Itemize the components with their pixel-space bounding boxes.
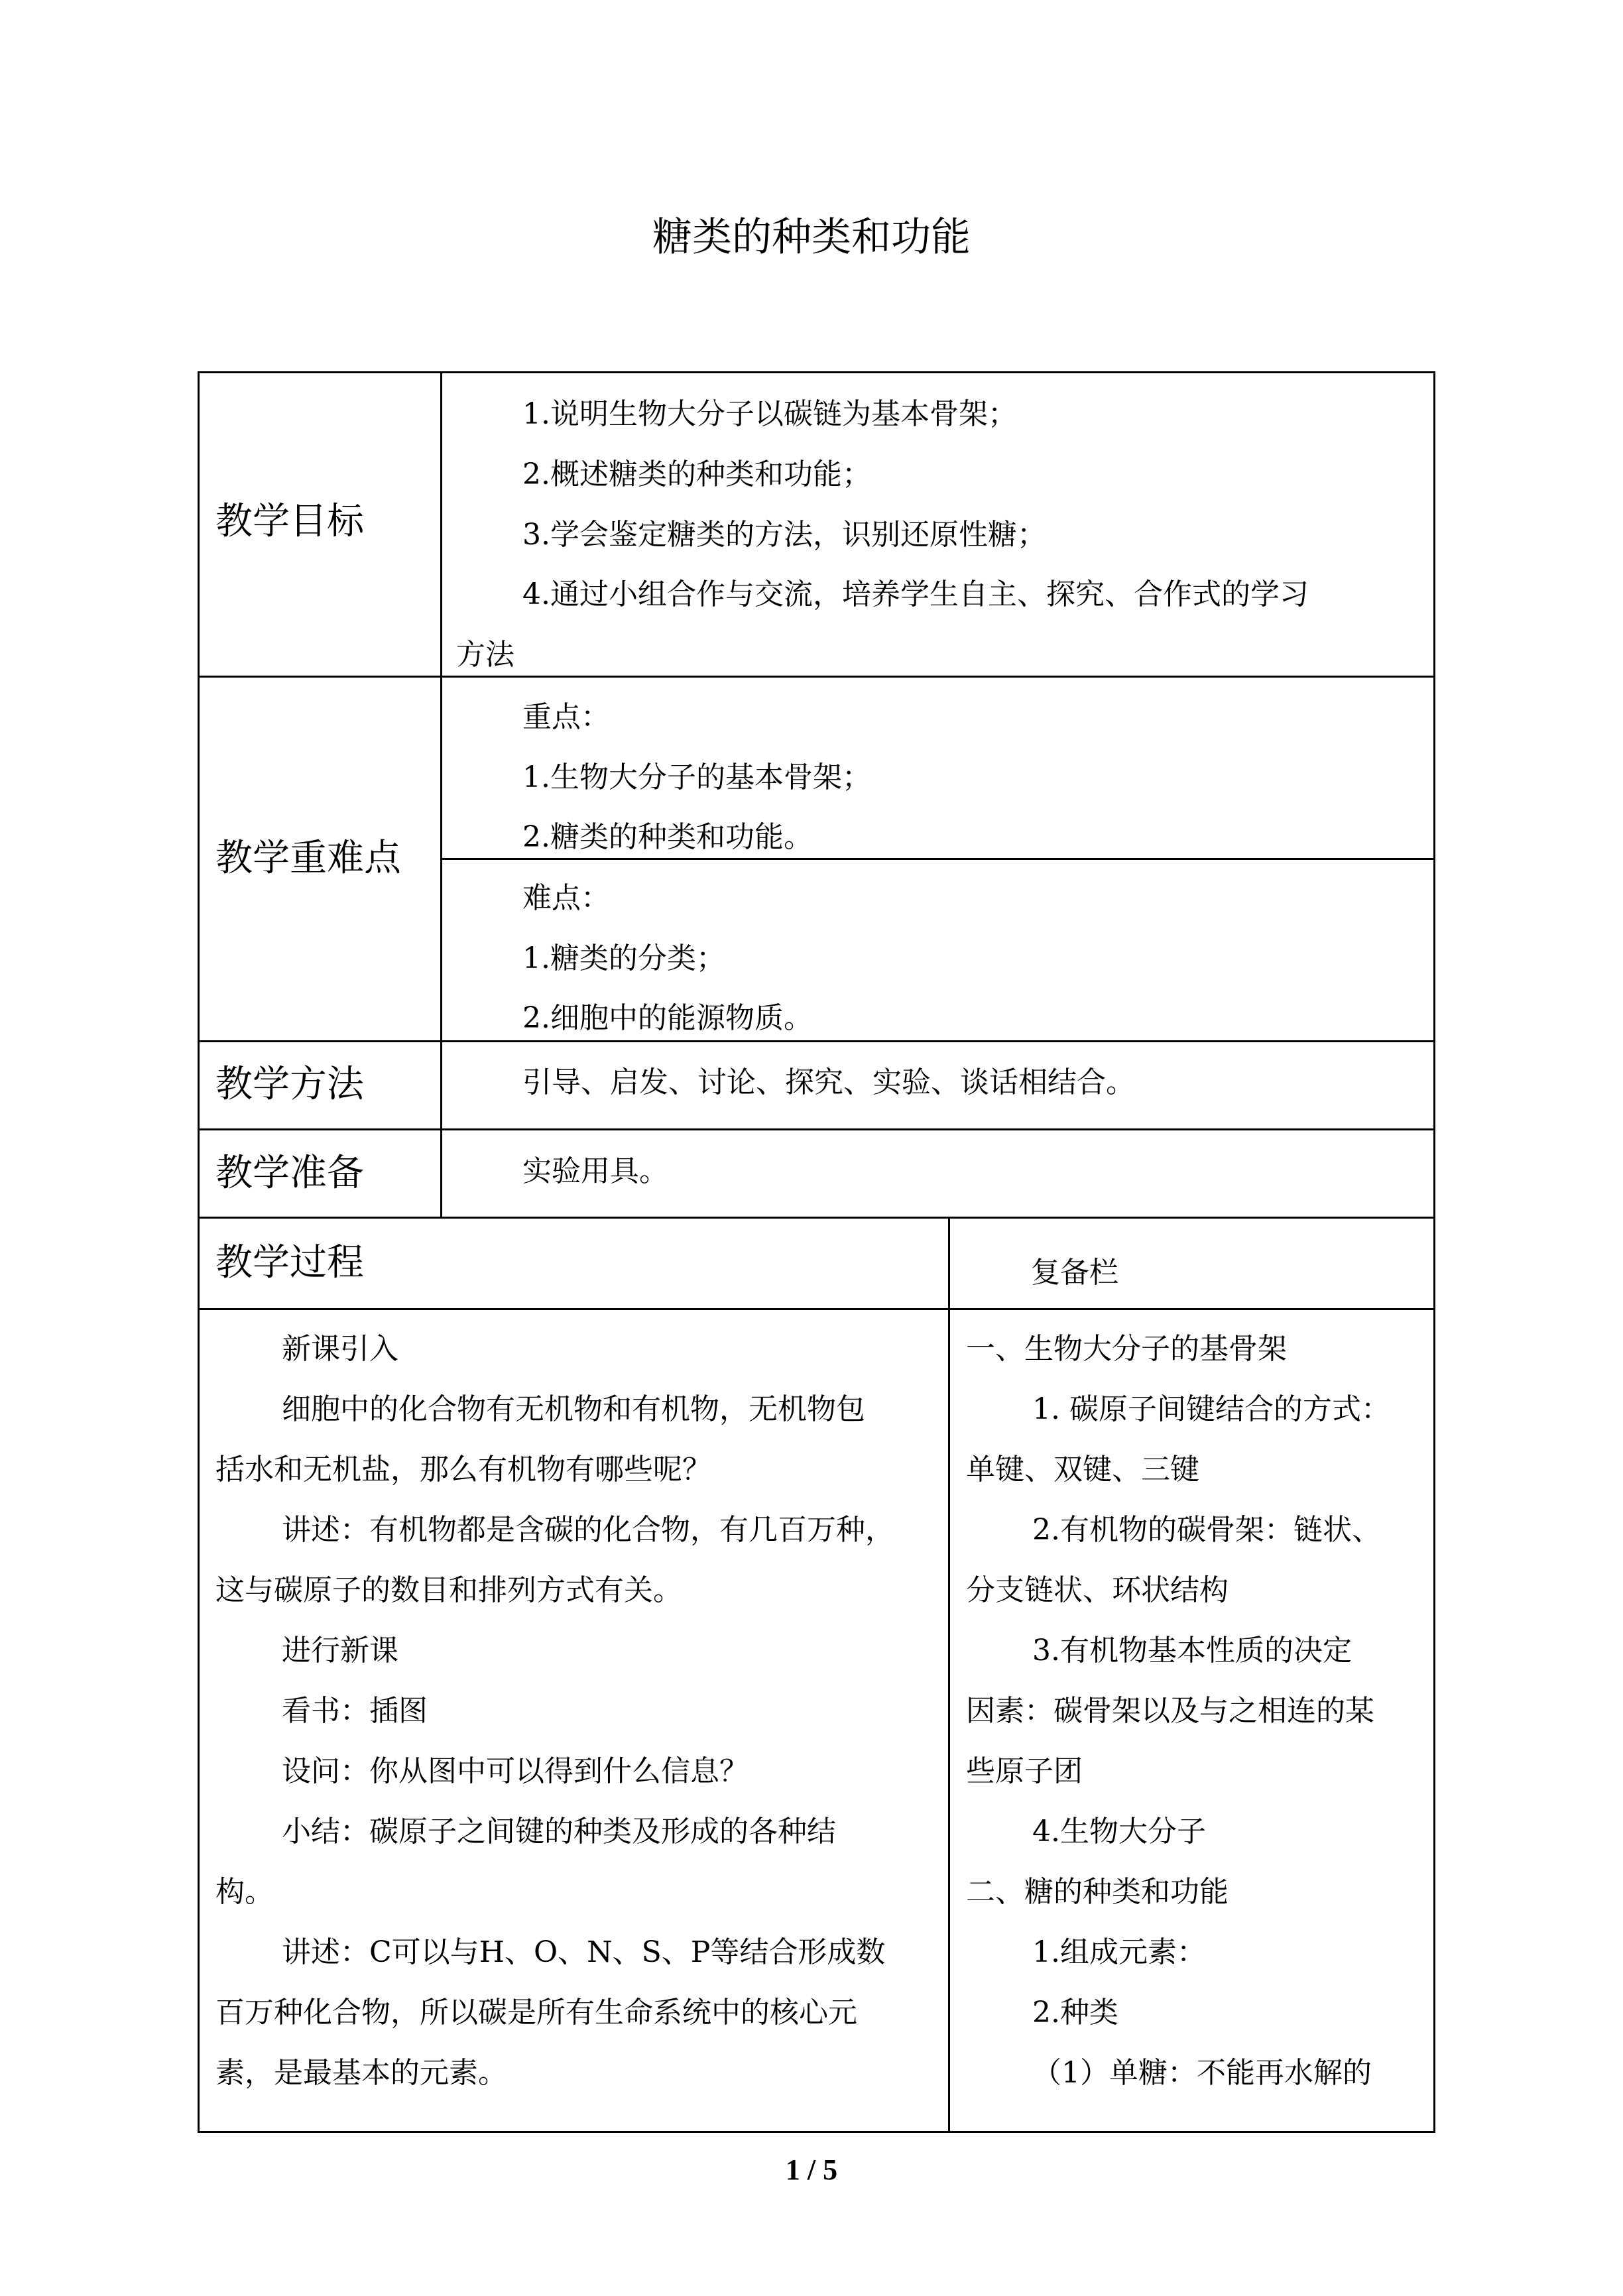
- process-line: 百万种化合物，所以碳是所有生命系统中的核心元: [215, 1996, 857, 2029]
- process-line: 小结：碳原子之间键的种类及形成的各种结: [282, 1815, 836, 1848]
- prep-text: 实验用具。: [522, 1154, 668, 1188]
- side-note-line: 一、生物大分子的基骨架: [966, 1332, 1287, 1366]
- row-divider: [198, 676, 1435, 678]
- side-note-line: 1. 碳原子间键结合的方式：: [1032, 1392, 1390, 1426]
- side-note-line: 因素：碳骨架以及与之相连的某: [966, 1694, 1374, 1728]
- process-line: 素，是最基本的元素。: [215, 2056, 507, 2090]
- column-divider: [440, 371, 442, 1219]
- method-label: 教学方法: [215, 1063, 364, 1106]
- side-column-label: 复备栏: [1031, 1256, 1118, 1290]
- key-difficult-label: 教学重难点: [215, 837, 401, 880]
- difficult-point-line: 1.糖类的分类；: [522, 941, 725, 975]
- side-note-line: 分支链状、环状结构: [966, 1573, 1229, 1607]
- process-line: 新课引入: [282, 1332, 398, 1366]
- key-point-line: 重点：: [522, 700, 610, 734]
- method-text: 引导、启发、讨论、探究、实验、谈话相结合。: [522, 1065, 1135, 1099]
- column-divider: [948, 1217, 950, 2133]
- side-note-line: 2.有机物的碳骨架：链状、: [1032, 1513, 1381, 1547]
- process-line: 讲述：C可以与H、O、N、S、P等结合形成数: [282, 1935, 886, 1969]
- row-divider: [198, 1308, 1435, 1310]
- side-note-line: （1）单糖：不能再水解的: [1032, 2056, 1372, 2090]
- row-divider: [198, 1128, 1435, 1130]
- objective-line: 3.学会鉴定糖类的方法，识别还原性糖；: [522, 518, 1046, 552]
- process-line: 设问：你从图中可以得到什么信息？: [282, 1754, 749, 1788]
- side-note-line: 二、糖的种类和功能: [966, 1875, 1229, 1909]
- side-note-line: 单键、双键、三键: [966, 1453, 1199, 1486]
- side-note-line: 3.有机物基本性质的决定: [1032, 1634, 1352, 1667]
- process-line: 构。: [215, 1875, 274, 1909]
- process-line: 这与碳原子的数目和排列方式有关。: [215, 1573, 682, 1607]
- table-border-top: [198, 371, 1435, 373]
- key-point-line: 1.生物大分子的基本骨架；: [522, 760, 871, 794]
- side-note-line: 4.生物大分子: [1032, 1815, 1206, 1848]
- difficult-point-line: 难点：: [522, 881, 610, 915]
- objective-line: 2.概述糖类的种类和功能；: [522, 457, 871, 491]
- objectives-label: 教学目标: [215, 500, 364, 543]
- row-divider: [198, 1217, 1435, 1219]
- side-note-line: 1.组成元素：: [1032, 1935, 1206, 1969]
- process-line: 看书：插图: [282, 1694, 428, 1728]
- page-title: 糖类的种类和功能: [652, 214, 971, 261]
- process-line: 讲述：有机物都是含碳的化合物，有几百万种，: [282, 1513, 894, 1547]
- process-line: 括水和无机盐，那么有机物有哪些呢？: [215, 1453, 711, 1486]
- process-label: 教学过程: [215, 1241, 364, 1284]
- table-border-left: [198, 371, 200, 2133]
- objective-line: 方法: [456, 638, 514, 672]
- prep-label: 教学准备: [215, 1152, 364, 1195]
- row-divider: [440, 858, 1435, 860]
- key-point-line: 2.糖类的种类和功能。: [522, 820, 813, 854]
- objective-line: 1.说明生物大分子以碳链为基本骨架；: [522, 397, 1017, 431]
- process-line: 进行新课: [282, 1634, 398, 1667]
- side-note-line: 些原子团: [966, 1754, 1083, 1788]
- objective-line: 4.通过小组合作与交流，培养学生自主、探究、合作式的学习: [522, 577, 1309, 611]
- page-number: 1 / 5: [785, 2153, 838, 2186]
- process-line: 细胞中的化合物有无机物和有机物，无机物包: [282, 1392, 865, 1426]
- table-border-right: [1433, 371, 1435, 2133]
- difficult-point-line: 2.细胞中的能源物质。: [522, 1001, 813, 1035]
- table-border-bottom: [198, 2131, 1435, 2133]
- side-note-line: 2.种类: [1032, 1996, 1118, 2029]
- row-divider: [198, 1040, 1435, 1042]
